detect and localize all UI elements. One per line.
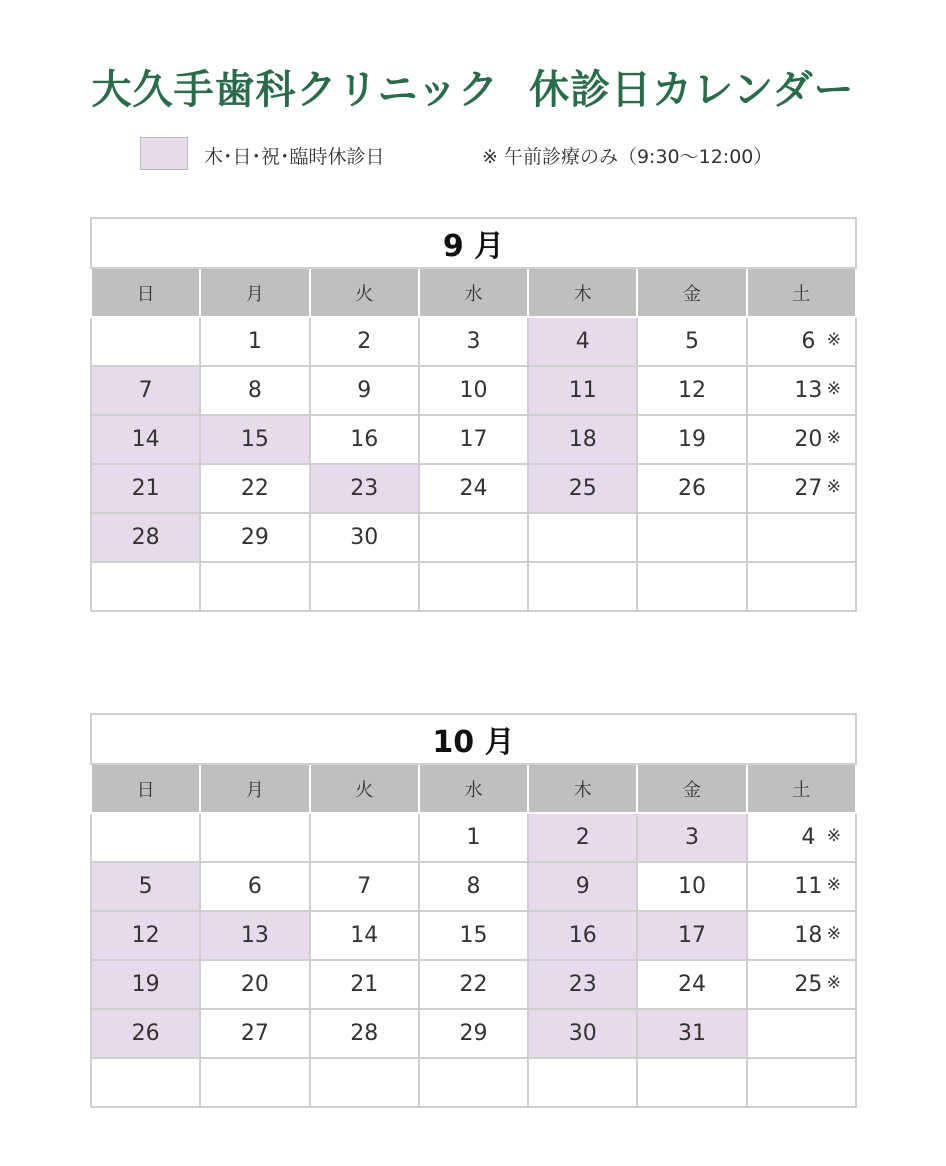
day-cell <box>637 960 746 1009</box>
day-number: 27 <box>240 1021 269 1046</box>
day-cell <box>637 464 746 513</box>
weekday-header: 土 <box>747 764 856 813</box>
week-row <box>91 464 856 513</box>
closed-day-cell <box>637 813 746 862</box>
empty-day-cell <box>637 1058 746 1107</box>
day-number: 10 <box>678 874 707 899</box>
day-cell <box>637 366 746 415</box>
day-number: 22 <box>240 476 269 501</box>
day-number: 26 <box>678 476 707 501</box>
closed-day-cell <box>91 960 200 1009</box>
day-number: 5 <box>138 874 153 899</box>
empty-day-cell <box>200 562 309 611</box>
calendar-september <box>90 217 857 612</box>
empty-day-cell <box>528 562 637 611</box>
day-number: 9 <box>575 874 590 899</box>
day-number: 12 <box>131 923 160 948</box>
morning-only-mark: ※ <box>826 924 841 944</box>
weekday-header: 金 <box>637 764 746 813</box>
day-cell <box>419 1009 528 1058</box>
day-number: 8 <box>466 874 481 899</box>
day-number: 28 <box>350 1021 379 1046</box>
day-number: 5 <box>685 329 700 354</box>
weekday-header: 火 <box>310 764 419 813</box>
day-number: 19 <box>678 427 707 452</box>
day-cell <box>419 813 528 862</box>
week-row <box>91 415 856 464</box>
day-cell <box>310 317 419 366</box>
weekday-header: 金 <box>637 268 746 317</box>
day-number: 6 <box>801 329 816 354</box>
closed-day-cell <box>528 366 637 415</box>
closed-day-cell <box>637 911 746 960</box>
day-number: 17 <box>459 427 488 452</box>
empty-day-cell <box>747 1009 856 1058</box>
closed-day-legend-label: 木･日･祝･臨時休診日 <box>204 146 385 168</box>
day-number: 20 <box>794 427 823 452</box>
morning-only-mark: ※ <box>826 875 841 895</box>
empty-day-cell <box>91 317 200 366</box>
empty-day-cell <box>528 1058 637 1107</box>
day-cell <box>310 1009 419 1058</box>
empty-day-cell <box>747 513 856 562</box>
day-number: 20 <box>240 972 269 997</box>
day-number: 22 <box>459 972 488 997</box>
day-number: 25 <box>794 972 823 997</box>
day-cell <box>747 317 856 366</box>
calendar-october <box>90 713 857 1108</box>
empty-day-cell <box>637 513 746 562</box>
weekday-header: 水 <box>419 764 528 813</box>
day-number: 12 <box>678 378 707 403</box>
weekday-header: 日 <box>91 764 200 813</box>
weekday-header: 月 <box>200 764 309 813</box>
weekday-header: 土 <box>747 268 856 317</box>
day-cell <box>200 366 309 415</box>
day-number: 2 <box>575 825 590 850</box>
day-cell <box>310 366 419 415</box>
day-cell <box>637 862 746 911</box>
day-number: 21 <box>131 476 160 501</box>
day-number: 7 <box>138 378 153 403</box>
day-number: 15 <box>240 427 269 452</box>
day-cell <box>419 464 528 513</box>
day-cell <box>200 464 309 513</box>
morning-only-note: ※ 午前診療のみ（9:30～12:00） <box>482 146 773 168</box>
empty-day-cell <box>310 562 419 611</box>
empty-day-cell <box>419 1058 528 1107</box>
day-cell <box>747 960 856 1009</box>
day-number: 28 <box>131 525 160 550</box>
day-number: 27 <box>794 476 823 501</box>
day-number: 9 <box>357 378 372 403</box>
day-number: 2 <box>357 329 372 354</box>
day-number: 18 <box>568 427 597 452</box>
day-number: 29 <box>459 1021 488 1046</box>
day-number: 3 <box>685 825 700 850</box>
day-cell <box>747 366 856 415</box>
day-cell <box>747 415 856 464</box>
closed-day-cell <box>310 464 419 513</box>
day-number: 14 <box>350 923 379 948</box>
closed-day-cell <box>200 911 309 960</box>
week-row <box>91 911 856 960</box>
empty-day-cell <box>419 513 528 562</box>
day-cell <box>200 513 309 562</box>
closed-day-cell <box>200 415 309 464</box>
closed-day-cell <box>91 415 200 464</box>
closed-day-cell <box>91 464 200 513</box>
day-cell <box>200 317 309 366</box>
day-cell <box>200 960 309 1009</box>
empty-day-cell <box>91 562 200 611</box>
day-cell <box>310 862 419 911</box>
day-number: 11 <box>794 874 823 899</box>
empty-day-cell <box>310 1058 419 1107</box>
weekday-header: 日 <box>91 268 200 317</box>
week-row <box>91 562 856 611</box>
day-number: 15 <box>459 923 488 948</box>
clinic-name: 大久手歯科クリニック <box>91 67 500 113</box>
week-row <box>91 1058 856 1107</box>
day-cell <box>637 317 746 366</box>
day-number: 4 <box>801 825 816 850</box>
day-cell <box>419 366 528 415</box>
closed-day-cell <box>91 911 200 960</box>
closed-day-legend-swatch <box>140 137 188 170</box>
day-number: 11 <box>568 378 597 403</box>
morning-only-mark: ※ <box>826 428 841 448</box>
day-number: 16 <box>568 923 597 948</box>
empty-day-cell <box>747 1058 856 1107</box>
week-row <box>91 513 856 562</box>
day-number: 10 <box>459 378 488 403</box>
day-number: 13 <box>794 378 823 403</box>
day-number: 21 <box>350 972 379 997</box>
closed-day-cell <box>637 1009 746 1058</box>
week-row <box>91 1009 856 1058</box>
day-cell <box>747 911 856 960</box>
day-cell <box>310 513 419 562</box>
week-row <box>91 862 856 911</box>
day-number: 26 <box>131 1021 160 1046</box>
day-number: 19 <box>131 972 160 997</box>
day-cell <box>310 960 419 1009</box>
closed-day-cell <box>528 415 637 464</box>
weekday-header: 火 <box>310 268 419 317</box>
day-cell <box>419 862 528 911</box>
month-title: 10 月 <box>91 714 856 764</box>
closed-day-cell <box>91 1009 200 1058</box>
closed-day-cell <box>528 960 637 1009</box>
weekday-header: 木 <box>528 268 637 317</box>
empty-day-cell <box>419 562 528 611</box>
day-number: 14 <box>131 427 160 452</box>
day-cell <box>310 415 419 464</box>
day-number: 16 <box>350 427 379 452</box>
weekday-header: 月 <box>200 268 309 317</box>
day-cell <box>747 813 856 862</box>
day-number: 3 <box>466 329 481 354</box>
closed-day-cell <box>528 911 637 960</box>
day-number: 23 <box>568 972 597 997</box>
morning-only-mark: ※ <box>826 477 841 497</box>
month-title: 9 月 <box>91 218 856 268</box>
day-number: 23 <box>350 476 379 501</box>
day-number: 1 <box>466 825 481 850</box>
closed-day-cell <box>91 366 200 415</box>
day-cell <box>747 464 856 513</box>
weekday-header: 木 <box>528 764 637 813</box>
day-number: 24 <box>678 972 707 997</box>
day-cell <box>419 415 528 464</box>
closed-day-cell <box>91 862 200 911</box>
day-number: 4 <box>575 329 590 354</box>
week-row <box>91 366 856 415</box>
day-cell <box>200 862 309 911</box>
day-cell <box>637 415 746 464</box>
empty-day-cell <box>91 1058 200 1107</box>
week-row <box>91 960 856 1009</box>
morning-only-mark: ※ <box>826 330 841 350</box>
empty-day-cell <box>747 562 856 611</box>
morning-only-mark: ※ <box>826 379 841 399</box>
day-cell <box>310 911 419 960</box>
empty-day-cell <box>528 513 637 562</box>
closed-day-cell <box>528 813 637 862</box>
morning-only-mark: ※ <box>826 973 841 993</box>
day-cell <box>747 862 856 911</box>
day-number: 17 <box>678 923 707 948</box>
day-number: 30 <box>568 1021 597 1046</box>
day-number: 13 <box>240 923 269 948</box>
day-cell <box>419 317 528 366</box>
calendar-heading: 休診日カレンダー <box>529 67 855 113</box>
day-number: 25 <box>568 476 597 501</box>
day-number: 18 <box>794 923 823 948</box>
empty-day-cell <box>91 813 200 862</box>
closed-day-cell <box>528 1009 637 1058</box>
day-number: 29 <box>240 525 269 550</box>
day-cell <box>419 960 528 1009</box>
week-row <box>91 813 856 862</box>
weekday-header: 水 <box>419 268 528 317</box>
day-number: 8 <box>247 378 262 403</box>
day-number: 1 <box>247 329 262 354</box>
closed-day-cell <box>528 862 637 911</box>
week-row <box>91 317 856 366</box>
empty-day-cell <box>200 1058 309 1107</box>
page-title <box>0 58 946 115</box>
day-number: 30 <box>350 525 379 550</box>
closed-day-cell <box>91 513 200 562</box>
day-cell <box>419 911 528 960</box>
day-number: 7 <box>357 874 372 899</box>
empty-day-cell <box>310 813 419 862</box>
day-number: 31 <box>678 1021 707 1046</box>
day-cell <box>200 1009 309 1058</box>
empty-day-cell <box>637 562 746 611</box>
closed-day-cell <box>528 464 637 513</box>
day-number: 24 <box>459 476 488 501</box>
empty-day-cell <box>200 813 309 862</box>
closed-day-cell <box>528 317 637 366</box>
day-number: 6 <box>247 874 262 899</box>
morning-only-mark: ※ <box>826 826 841 846</box>
